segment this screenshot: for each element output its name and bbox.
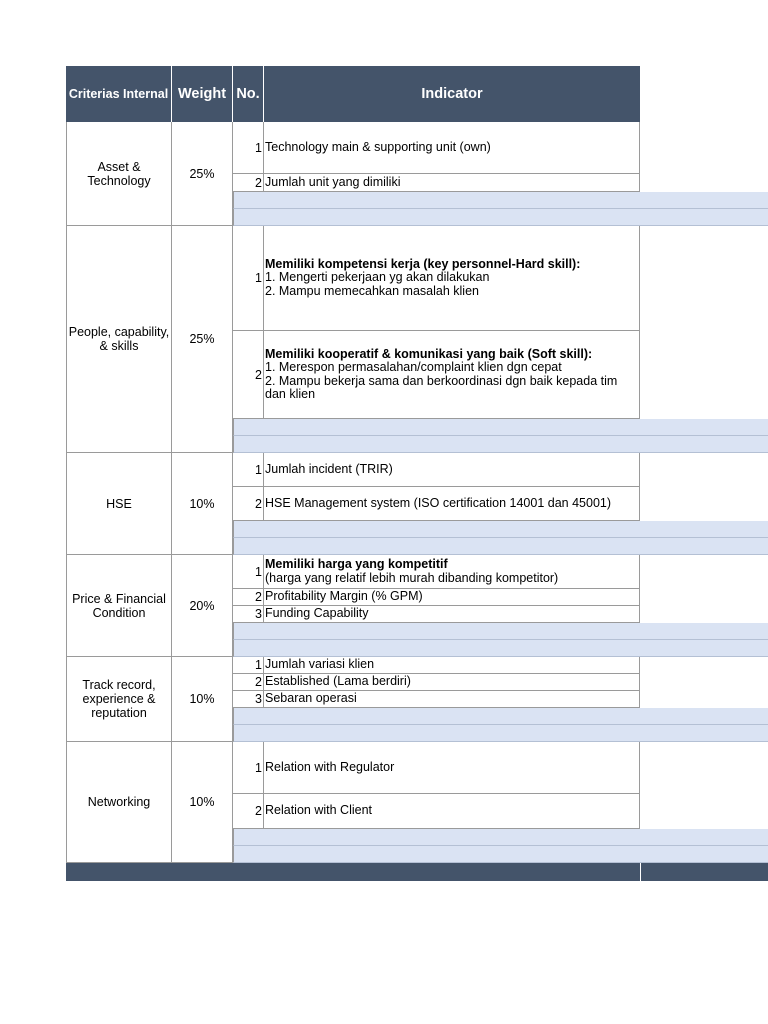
indicator-cell[interactable] xyxy=(264,674,640,691)
indicator-text xyxy=(265,141,491,155)
indicator-text xyxy=(265,558,558,585)
indicator-cell[interactable] xyxy=(264,487,640,521)
indicator-text xyxy=(265,692,357,706)
criteria-cell[interactable]: Track record, experience & reputation xyxy=(66,657,172,742)
indicator-line: Established (Lama berdiri) xyxy=(265,674,411,689)
indicator-text xyxy=(265,590,423,604)
indicator-line: Funding Capability xyxy=(265,606,369,621)
indicator-line: Profitability Margin (% GPM) xyxy=(265,589,423,604)
spacer-band xyxy=(233,521,768,538)
indicator-cell[interactable] xyxy=(264,331,640,419)
indicator-text xyxy=(265,658,374,672)
weight-cell[interactable]: 20% xyxy=(172,555,233,657)
indicator-text xyxy=(265,497,611,511)
spacer-band xyxy=(233,192,768,209)
indicator-line: 1. Mengerti pekerjaan yg akan dilakukan xyxy=(265,270,490,285)
criteria-cell[interactable]: Price & Financial Condition xyxy=(66,555,172,657)
indicator-title: Memiliki kompetensi kerja (key personnel-Hard skill): xyxy=(265,256,581,271)
spacer-band xyxy=(233,829,768,846)
indicator-line: Relation with Client xyxy=(265,803,372,818)
indicator-line: Relation with Regulator xyxy=(265,759,395,774)
spacer-band xyxy=(233,538,768,555)
indicator-text xyxy=(265,258,580,299)
indicator-cell[interactable] xyxy=(264,226,640,331)
weight-cell[interactable]: 25% xyxy=(172,226,233,453)
indicator-number[interactable]: 1 xyxy=(233,742,264,794)
indicator-cell[interactable] xyxy=(264,555,640,589)
header-indicator[interactable]: Indicator xyxy=(264,66,640,122)
header-criteria[interactable]: Criterias Internal xyxy=(66,66,172,122)
indicator-number[interactable]: 1 xyxy=(233,453,264,487)
indicator-title: Memiliki harga yang kompetitif xyxy=(265,557,448,571)
table-footer-bar-extension xyxy=(640,863,768,881)
indicator-cell[interactable] xyxy=(264,589,640,606)
spacer-band xyxy=(233,419,768,436)
indicator-number[interactable]: 1 xyxy=(233,226,264,331)
indicator-number[interactable]: 2 xyxy=(233,589,264,606)
criteria-cell[interactable]: Networking xyxy=(66,742,172,863)
indicator-number[interactable]: 1 xyxy=(233,122,264,174)
indicator-line: Sebaran operasi xyxy=(265,691,357,706)
spacer-band xyxy=(233,640,768,657)
table-footer-bar xyxy=(66,863,640,881)
header-weight[interactable]: Weight xyxy=(172,66,233,122)
indicator-number[interactable]: 3 xyxy=(233,691,264,708)
indicator-line: 2. Mampu bekerja sama dan berkoordinasi dgn baik kepada tim dan klien xyxy=(265,373,618,401)
indicator-number[interactable]: 2 xyxy=(233,674,264,691)
indicator-line: HSE Management system (ISO certification 14001 dan 45001) xyxy=(265,495,612,510)
criteria-table xyxy=(66,66,768,881)
indicator-number[interactable]: 2 xyxy=(233,174,264,192)
indicator-number[interactable]: 2 xyxy=(233,794,264,829)
indicator-line: Jumlah variasi klien xyxy=(265,657,375,672)
indicator-line: 2. Mampu memecahkan masalah klien xyxy=(265,283,479,298)
indicator-cell[interactable] xyxy=(264,122,640,174)
weight-cell[interactable]: 25% xyxy=(172,122,233,226)
indicator-line: (harga yang relatif lebih murah dibanding kompetitor) xyxy=(265,570,559,585)
indicator-line: 1. Merespon permasalahan/complaint klien dgn cepat xyxy=(265,360,562,374)
indicator-cell[interactable] xyxy=(264,657,640,674)
indicator-number[interactable]: 2 xyxy=(233,331,264,419)
indicator-cell[interactable] xyxy=(264,691,640,708)
criteria-cell[interactable]: Asset & Technology xyxy=(66,122,172,226)
spacer-band xyxy=(233,623,768,640)
indicator-number[interactable]: 3 xyxy=(233,606,264,623)
indicator-cell[interactable] xyxy=(264,794,640,829)
weight-cell[interactable]: 10% xyxy=(172,742,233,863)
spacer-band xyxy=(233,436,768,453)
indicator-text xyxy=(265,348,633,402)
indicator-text xyxy=(265,804,372,818)
criteria-cell[interactable]: HSE xyxy=(66,453,172,555)
indicator-cell[interactable] xyxy=(264,174,640,192)
indicator-number[interactable]: 1 xyxy=(233,555,264,589)
header-no[interactable]: No. xyxy=(233,66,264,122)
indicator-text xyxy=(265,463,393,477)
weight-cell[interactable]: 10% xyxy=(172,453,233,555)
indicator-text xyxy=(265,761,394,775)
indicator-text xyxy=(265,675,411,689)
indicator-cell[interactable] xyxy=(264,742,640,794)
indicator-number[interactable]: 1 xyxy=(233,657,264,674)
indicator-cell[interactable] xyxy=(264,606,640,623)
indicator-line: Technology main & supporting unit (own) xyxy=(265,139,491,154)
indicator-text xyxy=(265,176,400,190)
spacer-band xyxy=(233,725,768,742)
indicator-number[interactable]: 2 xyxy=(233,487,264,521)
criteria-cell[interactable]: People, capability, & skills xyxy=(66,226,172,453)
spacer-band xyxy=(233,209,768,226)
spacer-band xyxy=(233,708,768,725)
indicator-cell[interactable] xyxy=(264,453,640,487)
indicator-title: Memiliki kooperatif & komunikasi yang baik (Soft skill): xyxy=(265,346,593,361)
weight-cell[interactable]: 10% xyxy=(172,657,233,742)
spacer-band xyxy=(233,846,768,863)
indicator-line: Jumlah unit yang dimiliki xyxy=(265,174,401,189)
indicator-line: Jumlah incident (TRIR) xyxy=(265,461,393,476)
indicator-text xyxy=(265,607,369,621)
